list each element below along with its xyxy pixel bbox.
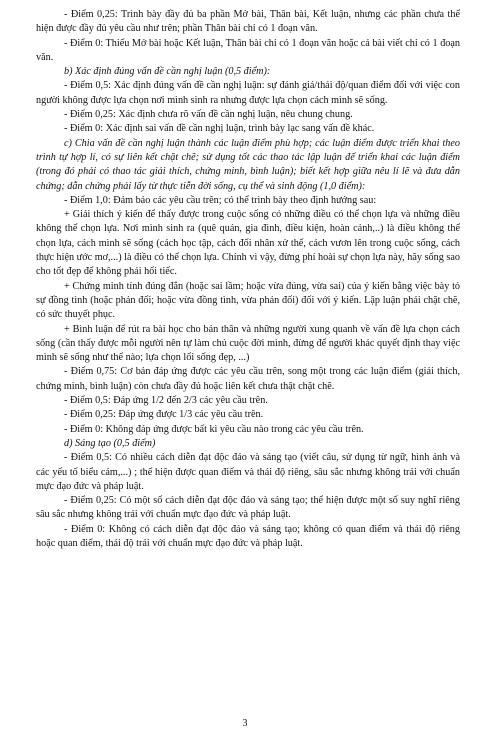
paragraph: - Điểm 0,25: Có một số cách diễn đạt độc đáo và sáng tạo; thể hiện được một số suy nghĩ riêng sâu sắc nhưng không trái với chuẩn mực đạo đức và pháp luật.	[36, 495, 460, 521]
paragraph: + Giải thích ý kiến để thấy được trong cuộc sống có những điều có thể chọn lựa và những điều không thể chọn lựa. Nơi mình sinh ra (quê quán, gia đình, điều kiện, hoàn cảnh,..) là điều không thể chọn lựa, cách mình sẽ sống (cách học tập, cách đối nhân xử thế, cách vươn lên trong cuộc sống, cách thực hiện ước mơ,...) là điều có thể chọn lựa. Chính vì vậy, đừng phí hoài sự chọn lựa này, hãy sống sao cho tốt đẹp để không phải hối tiếc.	[36, 209, 460, 278]
document-body	[36, 8, 460, 551]
page-number: 3	[242, 718, 248, 729]
paragraph: - Điểm 1,0: Đảm bảo các yêu cầu trên; có thể trình bày theo định hướng sau:	[64, 194, 377, 206]
paragraph: - Điểm 0,75: Cơ bản đáp ứng được các yêu cầu trên, song một trong các luận điểm (giải thích, chứng minh, bình luận) còn chưa đầy đủ hoặc liên kết chưa thật chặt chẽ.	[36, 366, 460, 392]
paragraph: - Điểm 0,25: Đáp ứng được 1/3 các yêu cầu trên.	[64, 409, 264, 421]
paragraph: c) Chia vấn đề cần nghị luận thành các luận điểm phù hợp; các luận điểm được triển khai theo trình tự hợp lí, có sự liên kết chặt chẽ; sử dụng tốt các thao tác lập luận để triển khai các luận điểm (trong đó phải có thao tác giải thích, chứng minh, bình luận); biết kết hợp giữa nêu lí lẽ và đưa dẫn chứng; dẫn chứng phải lấy từ thực tiễn đời sống, cụ thể và sinh động (1,0 điểm):	[36, 137, 460, 192]
paragraph: - Điểm 0: Không có cách diễn đạt độc đáo và sáng tạo; không có quan điểm và thái độ riêng hoặc quan điểm, thái độ trái với chuẩn mực đạo đức và pháp luật.	[36, 523, 460, 549]
paragraph: - Điểm 0: Xác định sai vấn đề cần nghị luận, trình bày lạc sang vấn đề khác.	[64, 123, 375, 135]
paragraph: - Điểm 0: Không đáp ứng được bất kì yêu cầu nào trong các yêu cầu trên.	[64, 423, 364, 435]
paragraph: - Điểm 0: Thiếu Mở bài hoặc Kết luận, Thân bài chỉ có 1 đoạn văn hoặc cả bài viết chỉ có 1 đoạn văn.	[36, 37, 460, 63]
paragraph: + Chứng minh tính đúng đắn (hoặc sai lầm; hoặc vừa đúng, vừa sai) của ý kiến bằng việc bày tỏ sự đồng tình (hoặc phản đối; hoặc vừa đồng tình, vừa phản đối) đối với ý kiến. Lập luận phải chặt chẽ, có sức thuyết phục.	[36, 280, 460, 321]
paragraph: b) Xác định đúng vấn đề cần nghị luận (0,5 điểm):	[64, 66, 271, 78]
paragraph: - Điểm 0,5: Xác định đúng vấn đề cần nghị luận: sự đánh giá/thái độ/quan điểm đối với việc con người không được lựa chọn nơi mình sinh ra nhưng được lựa chọn cách mình sẽ sống.	[36, 80, 460, 106]
paragraph: - Điểm 0,5: Đáp ứng 1/2 đến 2/3 các yêu cầu trên.	[64, 395, 268, 407]
paragraph: - Điểm 0,25: Trình bày đầy đủ ba phần Mở bài, Thân bài, Kết luận, nhưng các phần chưa thể hiện được đầy đủ yêu cầu như trên; phần Thân bài chỉ có 1 đoạn văn.	[36, 9, 460, 35]
paragraph: + Bình luận để rút ra bài học cho bản thân và những người xung quanh về vấn đề lựa chọn cách sống (cần thấy được mỗi người nên tự làm chủ cuộc đời mình, đừng để người khác quyết định thay việc mình sẽ sống như thế nào; lựa chọn lối sống đẹp, ...)	[36, 323, 460, 364]
paragraph: - Điểm 0,25: Xác định chưa rõ vấn đề cần nghị luận, nêu chung chung.	[64, 109, 353, 121]
paragraph: - Điểm 0,5: Có nhiều cách diễn đạt độc đáo và sáng tạo (viết câu, sử dụng từ ngữ, hình ảnh và các yếu tố biểu cảm,...) ; thể hiện được quan điểm và thái độ riêng, sâu sắc nhưng không trái với chuẩn mực đạo đức và pháp luật.	[36, 452, 460, 492]
paragraph: d) Sáng tạo (0,5 điểm)	[64, 437, 156, 449]
